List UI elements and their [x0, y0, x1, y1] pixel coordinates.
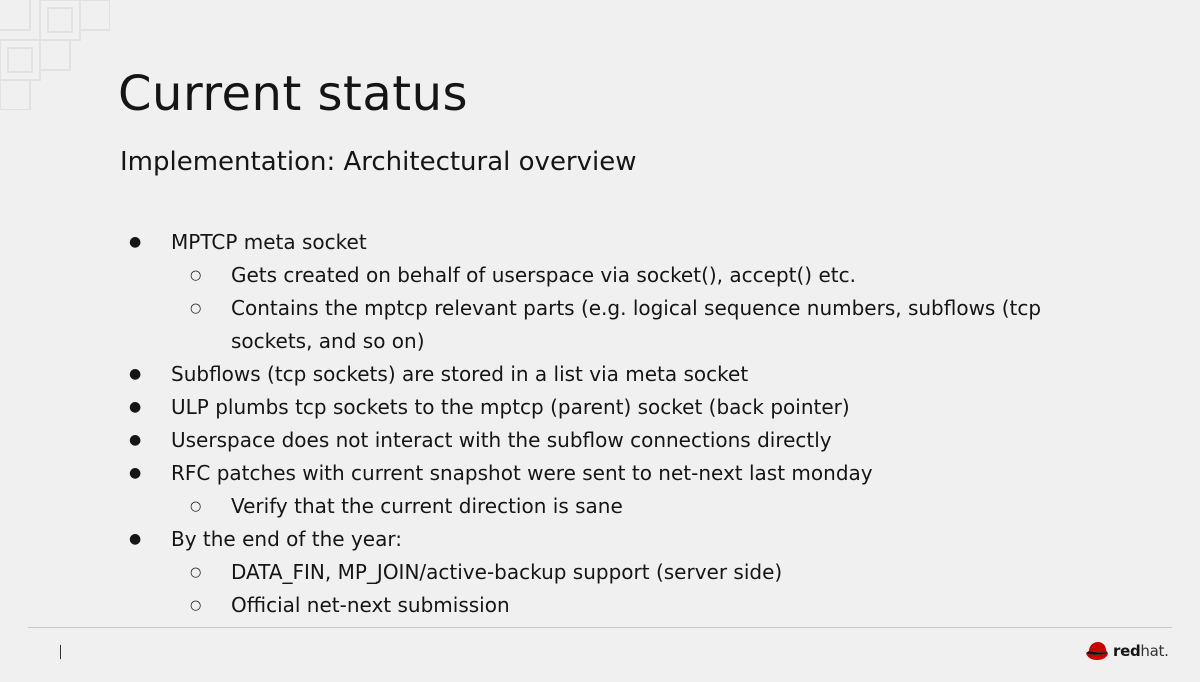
list-item	[0, 424, 1200, 457]
sub-bullet-marker: ○	[190, 268, 202, 283]
list-item-text: By the end of the year:	[171, 527, 402, 551]
bullet-marker: ●	[129, 531, 142, 547]
logo-text-red: red	[1113, 642, 1141, 660]
corner-pattern	[0, 0, 110, 110]
list-item-text: Userspace does not interact with the subflow connections directly	[171, 428, 832, 452]
list-item-text: DATA_FIN, MP_JOIN/active-backup support (server side)	[231, 560, 783, 584]
redhat-shadowman-icon	[1085, 640, 1109, 662]
list-item	[0, 589, 1200, 622]
list-item-text: ULP plumbs tcp sockets to the mptcp (parent) socket (back pointer)	[171, 395, 850, 419]
list-item-text: Verify that the current direction is sane	[231, 494, 623, 518]
bullet-list	[0, 226, 1200, 622]
list-item	[0, 391, 1200, 424]
page-number-mark	[60, 645, 61, 659]
sub-bullet-marker: ○	[190, 598, 202, 613]
bullet-marker: ●	[129, 432, 142, 448]
list-item	[0, 226, 1200, 259]
bullet-marker: ●	[129, 399, 142, 415]
redhat-logo	[1085, 640, 1169, 662]
list-item	[0, 523, 1200, 556]
list-item	[0, 457, 1200, 490]
list-item-text: MPTCP meta socket	[171, 230, 367, 254]
bullet-marker: ●	[129, 366, 142, 382]
logo-text-hat: hat.	[1140, 642, 1169, 660]
list-item	[0, 490, 1200, 523]
slide-title: Current status	[118, 66, 469, 122]
list-item	[0, 358, 1200, 391]
list-item-text: Subflows (tcp sockets) are stored in a list via meta socket	[171, 362, 749, 386]
list-item-text: Contains the mptcp relevant parts (e.g. logical sequence numbers, subflows (tcp sockets, and so on)	[231, 296, 1042, 353]
bullet-marker: ●	[129, 234, 142, 250]
footer-divider	[28, 627, 1172, 628]
bullet-marker: ●	[129, 465, 142, 481]
sub-bullet-marker: ○	[190, 301, 202, 316]
list-item	[0, 556, 1200, 589]
list-item-text: Official net-next submission	[231, 593, 510, 617]
slide-subtitle: Implementation: Architectural overview	[120, 147, 637, 177]
sub-bullet-marker: ○	[190, 499, 202, 514]
list-item	[0, 259, 1200, 292]
list-item-text: RFC patches with current snapshot were sent to net-next last monday	[171, 461, 873, 485]
sub-bullet-marker: ○	[190, 565, 202, 580]
list-item	[0, 292, 1200, 358]
list-item-text: Gets created on behalf of userspace via socket(), accept() etc.	[231, 263, 856, 287]
